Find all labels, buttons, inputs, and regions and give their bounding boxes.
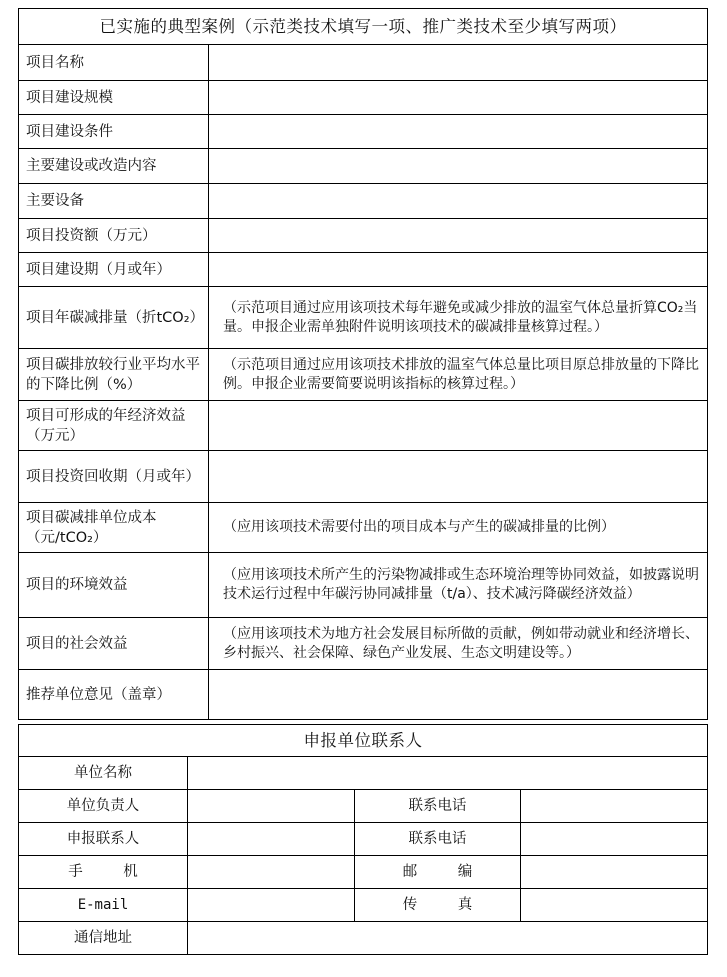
contact-table [18, 724, 708, 955]
fax-field[interactable] [521, 889, 708, 922]
mailing-address-field[interactable] [188, 922, 708, 955]
environmental-benefit-field[interactable]: （应用该项技术所产生的污染物减排或生态环境治理等协同效益，如披露说明技术运行过程中年碳污协同减排量（t/a）、技术减污降碳经济效益） [209, 553, 708, 618]
payback-period-field[interactable] [209, 451, 708, 503]
social-benefit-field[interactable]: （应用该项技术为地方社会发展目标所做的贡献，例如带动就业和经济增长、乡村振兴、社会保障、绿色产业发展、生态文明建设等。） [209, 618, 708, 670]
annual-economic-benefit-field[interactable] [209, 401, 708, 451]
project-conditions-label: 项目建设条件 [19, 115, 209, 149]
payback-period-label: 项目投资回收期（月或年） [19, 451, 209, 503]
postcode-field[interactable] [521, 856, 708, 889]
annual-carbon-reduction-label: 项目年碳减排量（折tCO₂） [19, 287, 209, 349]
investment-label: 项目投资额（万元） [19, 219, 209, 253]
responsible-phone-label: 联系电话 [355, 790, 521, 823]
responsible-phone-field[interactable] [521, 790, 708, 823]
contact-person-field[interactable] [188, 823, 355, 856]
construction-period-field[interactable] [209, 253, 708, 287]
construction-content-label: 主要建设或改造内容 [19, 149, 209, 184]
unit-name-label: 单位名称 [19, 757, 188, 790]
main-equipment-field[interactable] [209, 184, 708, 219]
construction-period-label: 项目建设期（月或年） [19, 253, 209, 287]
project-scale-field[interactable] [209, 81, 708, 115]
mobile-label: 手 机 [19, 856, 188, 889]
postcode-label: 邮 编 [355, 856, 521, 889]
recommending-opinion-label: 推荐单位意见（盖章） [19, 670, 209, 720]
investment-field[interactable] [209, 219, 708, 253]
project-conditions-field[interactable] [209, 115, 708, 149]
mailing-address-label: 通信地址 [19, 922, 188, 955]
contact-person-label: 申报联系人 [19, 823, 188, 856]
environmental-benefit-label: 项目的环境效益 [19, 553, 209, 618]
fax-label: 传 真 [355, 889, 521, 922]
case-table-title: 已实施的典型案例（示范类技术填写一项、推广类技术至少填写两项） [19, 9, 708, 45]
mobile-field[interactable] [188, 856, 355, 889]
main-equipment-label: 主要设备 [19, 184, 209, 219]
email-label: E-mail [19, 889, 188, 922]
unit-reduction-cost-label: 项目碳减排单位成本（元/tCO₂） [19, 503, 209, 553]
unit-responsible-label: 单位负责人 [19, 790, 188, 823]
unit-reduction-cost-field[interactable]: （应用该项技术需要付出的项目成本与产生的碳减排量的比例） [209, 503, 708, 553]
social-benefit-label: 项目的社会效益 [19, 618, 209, 670]
construction-content-field[interactable] [209, 149, 708, 184]
annual-economic-benefit-label: 项目可形成的年经济效益（万元） [19, 401, 209, 451]
recommending-opinion-field[interactable] [209, 670, 708, 720]
annual-carbon-reduction-field[interactable]: （示范项目通过应用该项技术每年避免或减少排放的温室气体总量折算CO₂当量。申报企业需单独附件说明该项技术的碳减排量核算过程。） [209, 287, 708, 349]
case-table [18, 8, 708, 720]
emission-decline-ratio-label: 项目碳排放较行业平均水平的下降比例（%） [19, 349, 209, 401]
contact-phone-label: 联系电话 [355, 823, 521, 856]
contact-phone-field[interactable] [521, 823, 708, 856]
project-scale-label: 项目建设规模 [19, 81, 209, 115]
project-name-field[interactable] [209, 45, 708, 81]
emission-decline-ratio-field[interactable]: （示范项目通过应用该项技术排放的温室气体总量比项目原总排放量的下降比例。申报企业需要简要说明该指标的核算过程。） [209, 349, 708, 401]
unit-responsible-field[interactable] [188, 790, 355, 823]
contact-table-title: 申报单位联系人 [19, 725, 708, 757]
unit-name-field[interactable] [188, 757, 708, 790]
email-field[interactable] [188, 889, 355, 922]
project-name-label: 项目名称 [19, 45, 209, 81]
